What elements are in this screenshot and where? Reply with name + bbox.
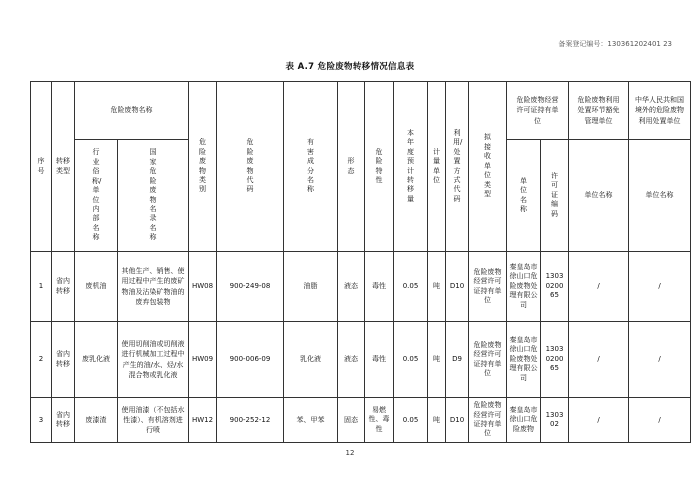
record-number: 备案登记编号：130361202401 23 <box>558 40 672 48</box>
row-unit-name: 秦皇岛市徐山口危险废物 <box>507 398 541 443</box>
row-hazard: 毒性 <box>365 322 394 398</box>
row-code: 900-006-09 <box>217 322 284 398</box>
row-hazard: 毒性 <box>365 252 394 322</box>
row-category: HW08 <box>189 252 217 322</box>
row-transfer-type: 省内转移 <box>52 322 75 398</box>
header-license-code: 许可证编码 <box>541 140 569 252</box>
row-license-code: 1303020065 <box>541 252 569 322</box>
row-industry-name: 废机油 <box>75 252 118 322</box>
row-annual: 0.05 <box>394 322 428 398</box>
row-category: HW09 <box>189 322 217 398</box>
row-license-code: 130302 <box>541 398 569 443</box>
row-seq: 2 <box>31 322 52 398</box>
header-seq: 序号 <box>31 82 52 252</box>
row-unit: 吨 <box>428 398 446 443</box>
header-industry-name: 行业俗称/单位内部名称 <box>75 140 118 252</box>
row-license-code: 1303020065 <box>541 322 569 398</box>
header-abroad-unit-name: 单位名称 <box>629 140 691 252</box>
row-transfer-type: 省内转移 <box>52 398 75 443</box>
row-seq: 1 <box>31 252 52 322</box>
row-abroad-unit: / <box>629 398 691 443</box>
row-category: HW12 <box>189 398 217 443</box>
row-exempt-unit: / <box>569 322 629 398</box>
header-row-1 <box>31 82 691 140</box>
row-seq: 3 <box>31 398 52 443</box>
page-number: 12 <box>345 449 355 457</box>
row-form: 液态 <box>338 252 365 322</box>
row-code: 900-252-12 <box>217 398 284 443</box>
row-national-name: 使用切削油或切削液进行机械加工过程中产生的油/水、烃/水混合物或乳化液 <box>118 322 189 398</box>
row-industry-name: 废漆渣 <box>75 398 118 443</box>
header-licensed-group: 危险废物经营许可证持有单位 <box>507 82 569 140</box>
header-exempt-unit-name: 单位名称 <box>569 140 629 252</box>
row-form: 固态 <box>338 398 365 443</box>
row-receiver-type: 危险废物经营许可证持有单位 <box>469 322 507 398</box>
header-harmful: 有害成分名称 <box>284 82 338 252</box>
row-disposal-code: D10 <box>446 398 469 443</box>
row-receiver-type: 危险废物经营许可证持有单位 <box>469 252 507 322</box>
table-row <box>31 252 691 322</box>
row-harmful: 油脂 <box>284 252 338 322</box>
row-abroad-unit: / <box>629 252 691 322</box>
row-industry-name: 废乳化液 <box>75 322 118 398</box>
row-disposal-code: D9 <box>446 322 469 398</box>
row-unit-name: 秦皇岛市徐山口危险废物处理有限公司 <box>507 322 541 398</box>
row-hazard: 易燃性、毒性 <box>365 398 394 443</box>
row-exempt-unit: / <box>569 252 629 322</box>
header-waste-name-group: 危险废物名称 <box>75 82 189 140</box>
row-transfer-type: 省内转移 <box>52 252 75 322</box>
header-abroad-group: 中华人民共和国境外的危险废物利用处置单位 <box>629 82 691 140</box>
header-hazard: 危险特性 <box>365 82 394 252</box>
row-annual: 0.05 <box>394 252 428 322</box>
row-disposal-code: D10 <box>446 252 469 322</box>
header-receiver-type: 拟接收单位类型 <box>469 82 507 252</box>
row-national-name: 使用油漆（不包括水性漆）、有机溶剂进行喷 <box>118 398 189 443</box>
row-harmful: 苯、甲苯 <box>284 398 338 443</box>
header-unit: 计量单位 <box>428 82 446 252</box>
row-harmful: 乳化液 <box>284 322 338 398</box>
header-unit-name: 单位名称 <box>507 140 541 252</box>
header-category: 危险废物类别 <box>189 82 217 252</box>
header-national-name: 国家危险废物名录名称 <box>118 140 189 252</box>
row-unit-name: 秦皇岛市徐山口危险废物处理有限公司 <box>507 252 541 322</box>
row-receiver-type: 危险废物经营许可证持有单位 <box>469 398 507 443</box>
table-row <box>31 322 691 398</box>
hazardous-waste-transfer-table <box>30 81 691 443</box>
row-code: 900-249-08 <box>217 252 284 322</box>
row-unit: 吨 <box>428 322 446 398</box>
row-national-name: 其他生产、销售、使用过程中产生的废矿物油及沾染矿物油的废弃包装物 <box>118 252 189 322</box>
header-annual: 本年度预计转移量 <box>394 82 428 252</box>
header-code: 危险废物代码 <box>217 82 284 252</box>
row-unit: 吨 <box>428 252 446 322</box>
table-row <box>31 398 691 443</box>
row-exempt-unit: / <box>569 398 629 443</box>
row-annual: 0.05 <box>394 398 428 443</box>
row-abroad-unit: / <box>629 322 691 398</box>
header-transfer-type: 转移类型 <box>52 82 75 252</box>
header-form: 形态 <box>338 82 365 252</box>
table-title: 表 A.7 危险废物转移情况信息表 <box>285 62 415 72</box>
header-exempt-group: 危险废物利用处置环节豁免管理单位 <box>569 82 629 140</box>
row-form: 液态 <box>338 322 365 398</box>
header-disposal-code: 利用/处置方式代码 <box>446 82 469 252</box>
